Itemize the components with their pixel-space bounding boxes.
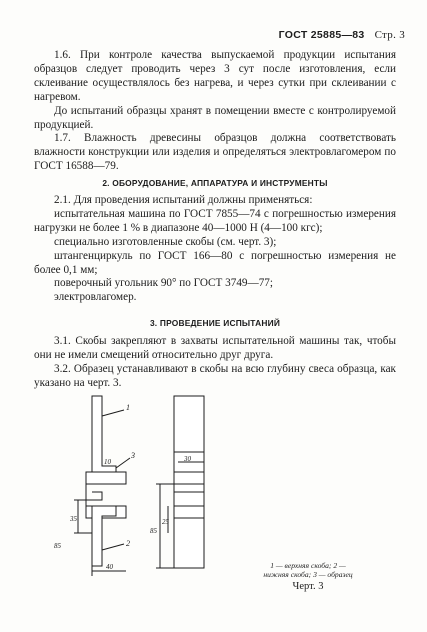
dim-label-85-right: 85 [150,527,157,535]
figure-title: Черт. 3 [292,581,324,592]
standard-number: ГОСТ 25885—83 [278,29,365,41]
dim-label-40: 40 [106,563,113,571]
page-number: Стр. 3 [374,29,405,41]
leader-1 [102,410,124,416]
page-header [279,29,405,41]
figure-3-drawing [40,388,240,588]
paragraph-3-1: 3.1. Скобы закрепляют в захваты испытательной машины так, чтобы они не имели смещений относительно друг друга. [34,335,396,361]
section-1-text [34,49,396,174]
leader-2 [102,544,124,550]
dim-label-30: 30 [184,455,191,463]
dim-label-25: 25 [162,518,169,526]
section-2 [34,177,396,191]
equipment-item: испытательная машина по ГОСТ 7855—74 с погрешностью измерения нагрузки не более 1 % в диапазоне 40—1000 Н (4—100 кгс); [34,207,396,234]
equipment-item: электровлагомер. [54,291,137,304]
dim-label-85-left: 85 [54,542,61,550]
callout-3: 3 [131,451,135,460]
callout-2: 2 [126,539,130,548]
equipment-item: специально изготовленные скобы (см. черт. 3); [54,235,277,248]
section-2-text [34,194,396,305]
dim-label-10: 10 [104,458,111,466]
leader-3 [116,458,130,468]
equipment-item: поверочный угольник 90° по ГОСТ 3749—77; [54,277,274,290]
paragraph-1-7: 1.7. Влажность древесины образцов должна соответствовать влажности конструкции или изделия и определяться электровлагомером по ГОСТ 16588—79. [34,132,396,173]
equipment-item: штангенциркуль по ГОСТ 166—80 с погрешностью измерения не более 0,1 мм; [34,249,396,276]
paragraph-1-6: 1.6. При контроле качества выпускаемой продукции испытания образцов следует проводить через 3 сут после изготовления, если склеивание осуществлялось без нагрева, и через сутки при склеивании с нагревом. [34,49,396,103]
callout-1: 1 [126,403,130,412]
lower-bracket [92,506,116,566]
paragraph-3-2: 3.2. Образец устанавливают в скобы на всю глубину свеса образца, как указано на черт. 3. [34,362,396,389]
dim-label-35: 35 [70,515,77,523]
section-3-heading: 3. ПРОВЕДЕНИЕ ИСПЫТАНИЙ [149,318,281,328]
paragraph-1-6-storage: До испытаний образцы хранят в помещении вместе с контролируемой продукцией. [34,104,396,131]
section-3-text [34,335,396,391]
figure-caption: 1 — верхняя скоба; 2 — нижняя скоба; 3 — образец [263,561,353,579]
side-view [156,396,204,568]
paragraph-2-1: 2.1. Для проведения испытаний должны применяться: [54,194,313,206]
section-2-heading: 2. ОБОРУДОВАНИЕ, АППАРАТУРА И ИНСТРУМЕНТЫ [102,178,328,188]
section-3 [34,317,396,331]
